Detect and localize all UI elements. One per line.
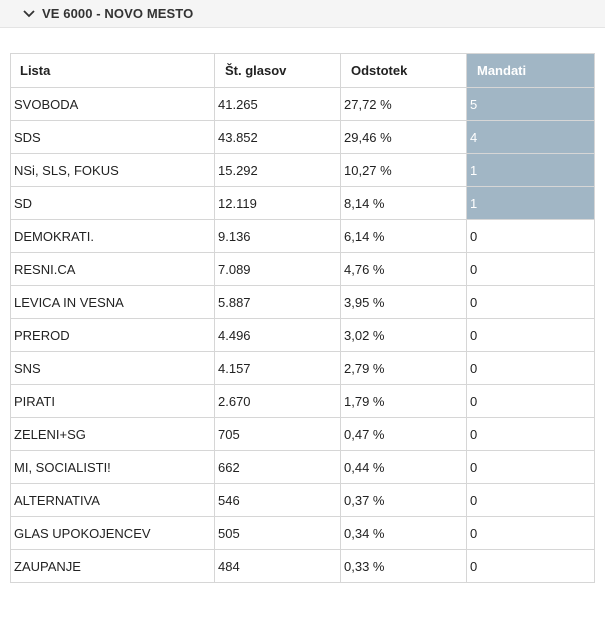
party-name-cell: ZAUPANJE: [11, 550, 215, 583]
votes-cell: 484: [215, 550, 341, 583]
votes-cell: 2.670: [215, 385, 341, 418]
table-row: [11, 121, 595, 154]
percent-cell: 6,14 %: [341, 220, 467, 253]
percent-cell: 27,72 %: [341, 88, 467, 121]
mandates-cell: 0: [467, 550, 595, 583]
column-header-percent: Odstotek: [341, 54, 467, 88]
mandates-cell: 0: [467, 319, 595, 352]
percent-cell: 4,76 %: [341, 253, 467, 286]
mandates-cell: 0: [467, 385, 595, 418]
table-row: [11, 319, 595, 352]
table-row: [11, 418, 595, 451]
percent-cell: 0,34 %: [341, 517, 467, 550]
party-name-cell: ZELENI+SG: [11, 418, 215, 451]
mandates-cell: 0: [467, 451, 595, 484]
party-name-cell: PIRATI: [11, 385, 215, 418]
percent-cell: 0,33 %: [341, 550, 467, 583]
district-title: VE 6000 - NOVO MESTO: [42, 6, 194, 21]
mandates-cell: 0: [467, 484, 595, 517]
votes-cell: 705: [215, 418, 341, 451]
party-name-cell: LEVICA IN VESNA: [11, 286, 215, 319]
percent-cell: 0,44 %: [341, 451, 467, 484]
party-name-cell: SVOBODA: [11, 88, 215, 121]
votes-cell: 662: [215, 451, 341, 484]
percent-cell: 10,27 %: [341, 154, 467, 187]
votes-cell: 15.292: [215, 154, 341, 187]
percent-cell: 0,47 %: [341, 418, 467, 451]
table-row: [11, 451, 595, 484]
party-name-cell: SNS: [11, 352, 215, 385]
party-name-cell: SD: [11, 187, 215, 220]
table-header-row: [11, 54, 595, 88]
votes-cell: 43.852: [215, 121, 341, 154]
votes-cell: 546: [215, 484, 341, 517]
party-name-cell: MI, SOCIALISTI!: [11, 451, 215, 484]
table-row: [11, 352, 595, 385]
column-header-votes: Št. glasov: [215, 54, 341, 88]
party-name-cell: GLAS UPOKOJENCEV: [11, 517, 215, 550]
mandates-cell: 0: [467, 220, 595, 253]
table-row: [11, 88, 595, 121]
table-row: [11, 385, 595, 418]
results-table: [10, 53, 595, 583]
table-row: [11, 550, 595, 583]
votes-cell: 505: [215, 517, 341, 550]
percent-cell: 2,79 %: [341, 352, 467, 385]
table-row: [11, 517, 595, 550]
percent-cell: 0,37 %: [341, 484, 467, 517]
percent-cell: 8,14 %: [341, 187, 467, 220]
votes-cell: 7.089: [215, 253, 341, 286]
table-row: [11, 484, 595, 517]
party-name-cell: ALTERNATIVA: [11, 484, 215, 517]
percent-cell: 3,95 %: [341, 286, 467, 319]
votes-cell: 5.887: [215, 286, 341, 319]
mandates-cell: 0: [467, 253, 595, 286]
votes-cell: 4.496: [215, 319, 341, 352]
votes-cell: 4.157: [215, 352, 341, 385]
party-name-cell: PREROD: [11, 319, 215, 352]
mandates-cell: 1: [467, 154, 595, 187]
percent-cell: 29,46 %: [341, 121, 467, 154]
party-name-cell: NSi, SLS, FOKUS: [11, 154, 215, 187]
mandates-cell: 0: [467, 352, 595, 385]
party-name-cell: DEMOKRATI.: [11, 220, 215, 253]
table-row: [11, 220, 595, 253]
votes-cell: 12.119: [215, 187, 341, 220]
table-row: [11, 154, 595, 187]
party-name-cell: SDS: [11, 121, 215, 154]
mandates-cell: 0: [467, 517, 595, 550]
results-table-container: [10, 53, 594, 583]
percent-cell: 1,79 %: [341, 385, 467, 418]
votes-cell: 41.265: [215, 88, 341, 121]
mandates-cell: 0: [467, 286, 595, 319]
table-row: [11, 187, 595, 220]
mandates-cell: 4: [467, 121, 595, 154]
votes-cell: 9.136: [215, 220, 341, 253]
column-header-lista: Lista: [11, 54, 215, 88]
table-row: [11, 253, 595, 286]
mandates-cell: 0: [467, 418, 595, 451]
party-name-cell: RESNI.CA: [11, 253, 215, 286]
column-header-mandates: Mandati: [467, 54, 595, 88]
mandates-cell: 1: [467, 187, 595, 220]
chevron-down-icon[interactable]: [22, 7, 36, 21]
table-row: [11, 286, 595, 319]
percent-cell: 3,02 %: [341, 319, 467, 352]
district-header[interactable]: [0, 0, 605, 28]
mandates-cell: 5: [467, 88, 595, 121]
